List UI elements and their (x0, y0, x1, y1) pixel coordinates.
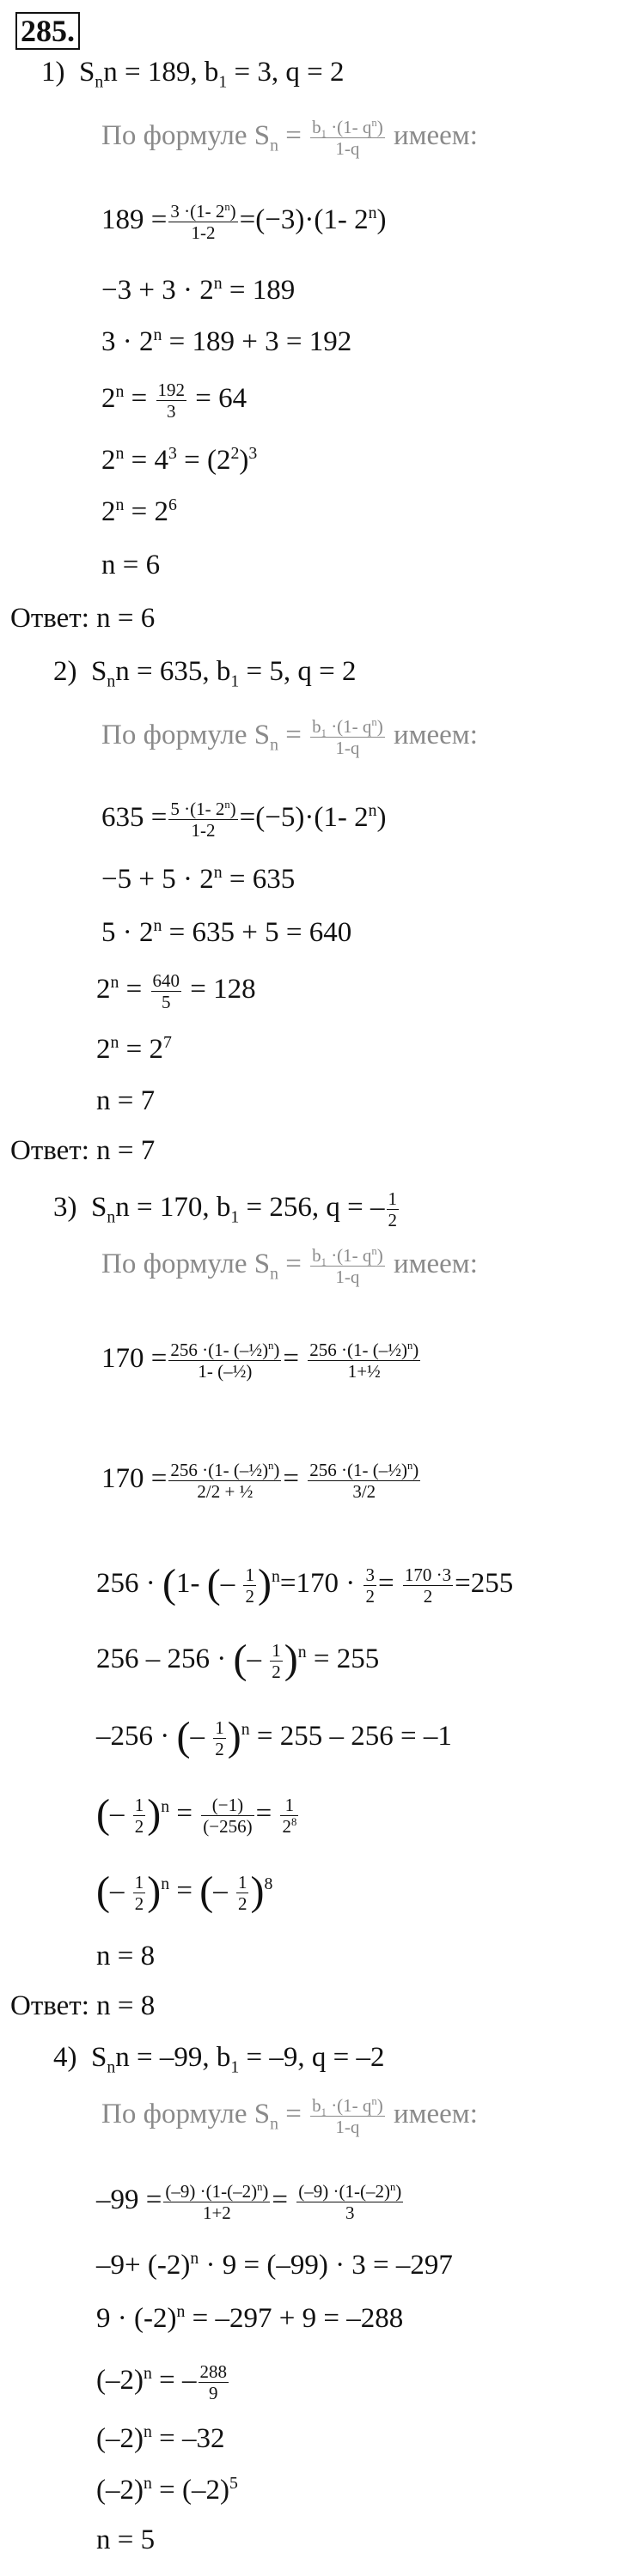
part2-formula-note: По формуле $S_n$ = $\frac{b_1 \cdot(1- q^n)}{1-q}$ имеем: (101, 716, 478, 758)
part3-line2: 170 = $\frac{256 \cdot(1- (-\frac{1}{2})^n)}{\text{2/2 + ½}}$ = $\frac{256 \cdot(1- (-\frac{1}{2})^n)}{3/2}$ (101, 1460, 419, 1502)
part4-line2: $-9+ (-2)^n \cdot 9 = (-99) \cdot 3 = -297$ (96, 2249, 453, 2281)
part3-answer: Ответ: n = 8 (10, 1990, 156, 2021)
part4-formula-note: По формуле $S_n$ = $\frac{b_1 \cdot(1- q^n)}{1-q}$ имеем: (101, 2095, 478, 2137)
part2-line4: $2^n$ = $\frac{640}{5}$ = 128 (96, 970, 256, 1012)
part4-line6: $(-2)^n = (-2)^5$ (96, 2474, 238, 2506)
part4-line5: $(-2)^n = -32$ (96, 2422, 225, 2454)
part1-line6: $2^n = 2^6$ (101, 495, 177, 527)
part1-line7: n = 6 (101, 550, 161, 580)
part2-line2: $-5 + 5 \cdot 2^n = 635$ (101, 863, 296, 895)
part1-answer: Ответ: n = 6 (10, 603, 156, 634)
problem-number: 285. (15, 12, 80, 50)
part4-line1: –99 = $\frac{(-9) \cdot(1-(-2)^n)}{1+2}$ = $\frac{(-9) \cdot(1-(-2)^n)}{3}$ (96, 2181, 402, 2223)
part2-condition: 2) $S_nn = 635$, $b_1 = 5$, q = 2 (53, 656, 357, 691)
part2-answer: Ответ: n = 7 (10, 1135, 156, 1166)
part3-line3: 256 · (1- (– $\frac{1}{2}$ )$^n$=170 · $\frac{3}{2}$ = $\frac{170 \cdot 3}{2}$ =255 (96, 1561, 514, 1607)
part4-condition: 4) $S_nn = -99$, $b_1 = -9$, q = –2 (53, 2042, 385, 2077)
part3-line8: n = 8 (96, 1941, 156, 1971)
part1-line1: 189 = $\frac{3 \cdot(1- 2^n)}{1-2}$ =(−3)·(1- 2$^n$) (101, 201, 387, 243)
part3-line7: (– $\frac{1}{2}$ )$^n$ = (– $\frac{1}{2}$ )$^8$ (96, 1868, 273, 1915)
part3-line6: (– $\frac{1}{2}$ )$^n$ = $\frac{(-1)}{(-256)}$ = $\frac{1}{2^8}$ (96, 1791, 297, 1838)
part4-line7: n = 5 (96, 2524, 156, 2555)
part2-line6: n = 7 (96, 1085, 156, 1116)
part2-line1: 635 = $\frac{5 \cdot(1- 2^n)}{1-2}$ =(−5)·(1- 2$^n$) (101, 799, 387, 841)
part1-condition: 1) $S_nn = 189$, $b_1 = 3$, q = 2 (41, 57, 345, 92)
part1-line4: $2^n$ = $\frac{192}{3}$ = 64 (101, 380, 247, 422)
part3-line4: 256 – 256 · (– $\frac{1}{2}$ )$^n$ = 255 (96, 1637, 380, 1683)
part3-line5: –256 · (– $\frac{1}{2}$ )$^n$ = 255 – 256 = –1 (96, 1714, 452, 1760)
part1-line3: $3 \cdot 2^n = 189 + 3 = 192$ (101, 325, 352, 357)
part1-formula-note: По формуле $S_n$ = $\frac{b_1 \cdot(1- q^n)}{1-q}$ имеем: (101, 117, 478, 159)
part3-line1: 170 = $\frac{256 \cdot(1- (-\frac{1}{2})^n)}{\text{1- (–½)}}$ = $\frac{256 \cdot(1- (-\frac{1}{2})^n)}{\text{1+½}}$ (101, 1340, 419, 1382)
part1-line2: $-3 + 3 \cdot 2^n = 189$ (101, 274, 296, 306)
part2-line5: $2^n = 2^7$ (96, 1033, 172, 1065)
part3-condition: 3) $S_nn = 170$, $b_1 = 256$, q = – $\frac{1}{2}$ (53, 1188, 397, 1230)
part1-line5: $2^n = 4^3 = (2^2)^3$ (101, 444, 258, 476)
part2-line3: $5 \cdot 2^n = 635 + 5 = 640$ (101, 916, 352, 948)
part4-line4: $(-2)^n$ = – $\frac{288}{9}$ (96, 2361, 227, 2403)
part4-line3: $9 \cdot (-2)^n = -297 + 9 = -288$ (96, 2302, 404, 2334)
part3-formula-note: По формуле $S_n$ = $\frac{b_1 \cdot(1- q^n)}{1-q}$ имеем: (101, 1245, 478, 1287)
